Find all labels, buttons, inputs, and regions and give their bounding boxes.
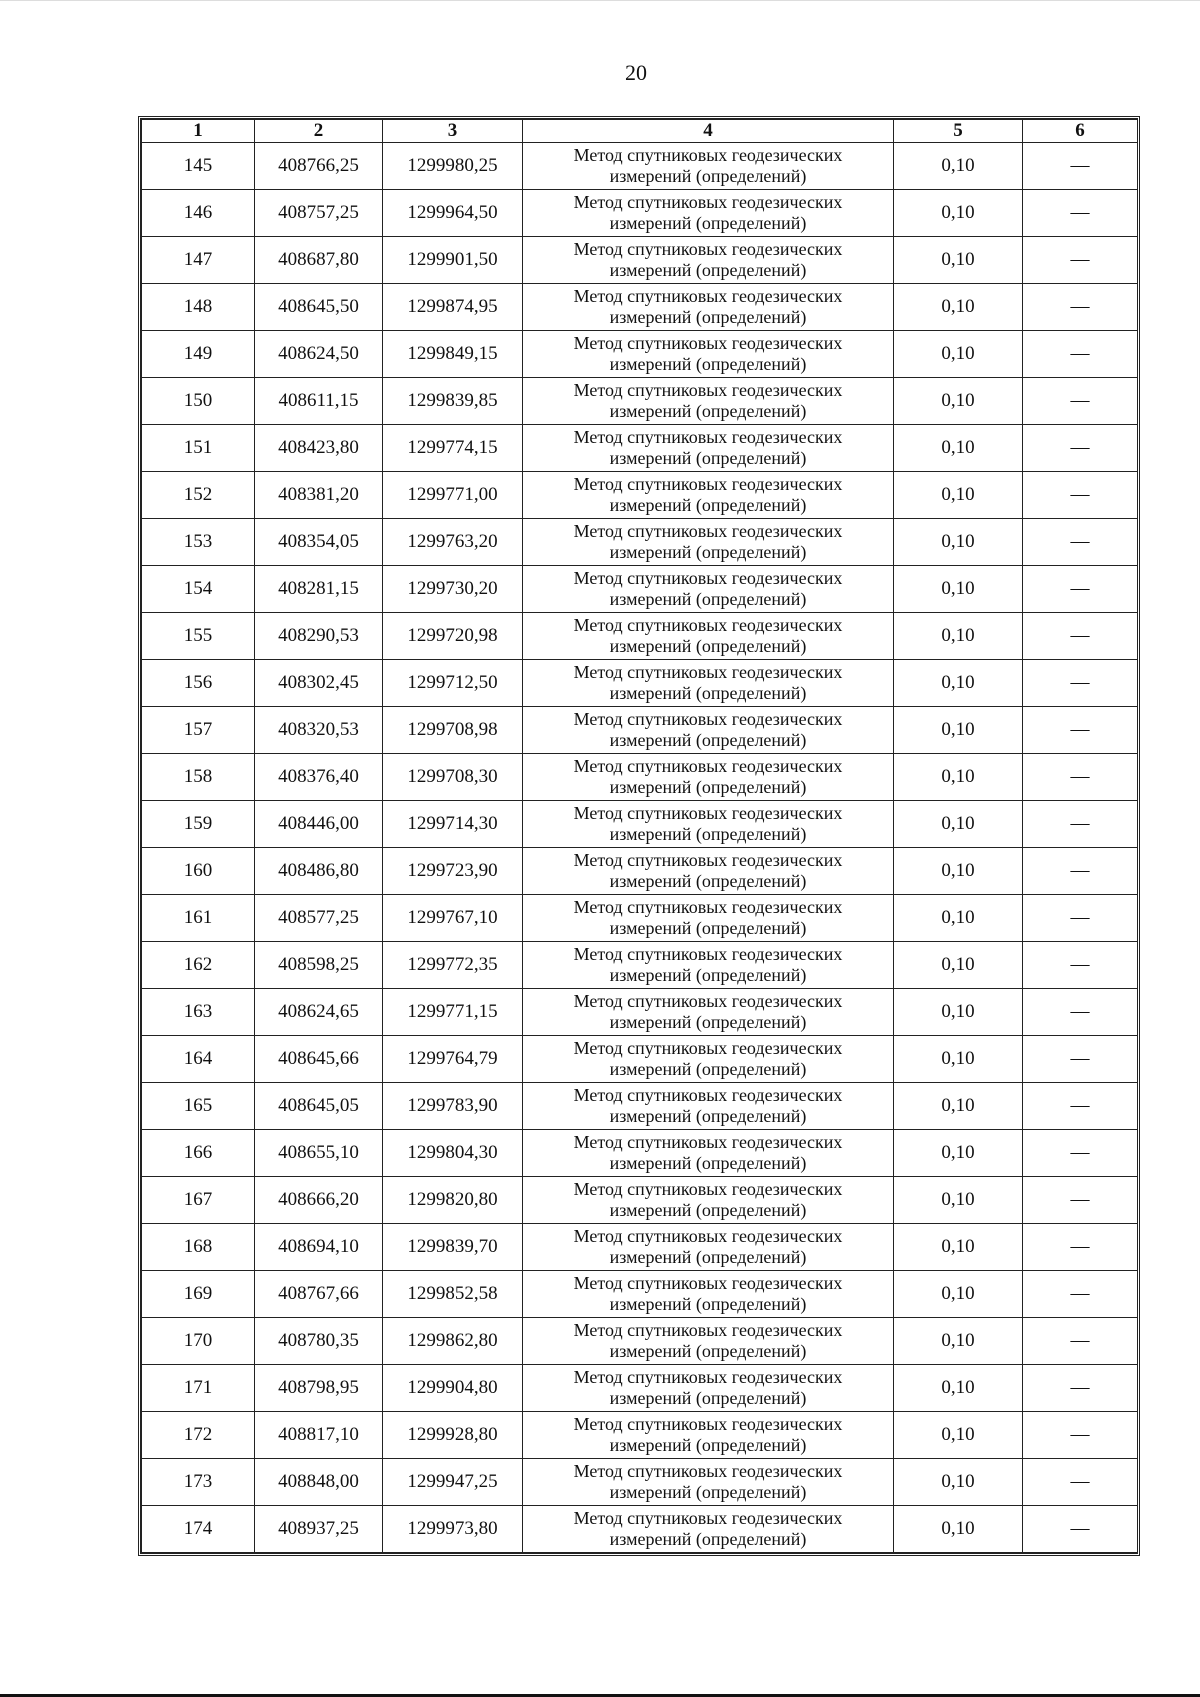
y-coordinate-cell: 1299901,50 [383, 237, 523, 284]
method-text-line: измерений (определений) [609, 777, 807, 797]
x-coordinate-cell: 408645,50 [255, 284, 383, 331]
y-coordinate-cell: 1299928,80 [383, 1412, 523, 1459]
method-text-line: измерений (определений) [609, 1200, 807, 1220]
x-coordinate-cell: 408645,66 [255, 1036, 383, 1083]
method-text-line: измерений (определений) [609, 260, 807, 280]
accuracy-cell: 0,10 [894, 331, 1023, 378]
method-cell [523, 801, 894, 848]
method-cell [523, 989, 894, 1036]
col6-cell: — [1023, 1130, 1138, 1177]
y-coordinate-cell: 1299772,35 [383, 942, 523, 989]
x-coordinate-cell: 408290,53 [255, 613, 383, 660]
table-row [142, 707, 1138, 754]
accuracy-cell: 0,10 [894, 660, 1023, 707]
method-cell [523, 707, 894, 754]
method-text-line: Метод спутниковых геодезических [573, 474, 843, 494]
point-number-cell: 153 [142, 519, 255, 566]
accuracy-cell: 0,10 [894, 707, 1023, 754]
method-text-line: Метод спутниковых геодезических [573, 1085, 843, 1105]
accuracy-cell: 0,10 [894, 754, 1023, 801]
col6-cell: — [1023, 895, 1138, 942]
accuracy-cell: 0,10 [894, 989, 1023, 1036]
accuracy-cell: 0,10 [894, 519, 1023, 566]
method-text-line: измерений (определений) [609, 1153, 807, 1173]
point-number-cell: 148 [142, 284, 255, 331]
method-text-line: измерений (определений) [609, 213, 807, 233]
accuracy-cell: 0,10 [894, 284, 1023, 331]
point-number-cell: 159 [142, 801, 255, 848]
method-text-line: измерений (определений) [609, 871, 807, 891]
header-cell: 4 [523, 120, 894, 143]
col6-cell: — [1023, 190, 1138, 237]
point-number-cell: 156 [142, 660, 255, 707]
method-cell [523, 1506, 894, 1553]
col6-cell: — [1023, 942, 1138, 989]
point-number-cell: 167 [142, 1177, 255, 1224]
col6-cell: — [1023, 1224, 1138, 1271]
accuracy-cell: 0,10 [894, 1177, 1023, 1224]
col6-cell: — [1023, 425, 1138, 472]
method-cell [523, 378, 894, 425]
accuracy-cell: 0,10 [894, 472, 1023, 519]
point-number-cell: 170 [142, 1318, 255, 1365]
method-text-line: измерений (определений) [609, 166, 807, 186]
method-text-line: Метод спутниковых геодезических [573, 192, 843, 212]
method-text-line: измерений (определений) [609, 589, 807, 609]
y-coordinate-cell: 1299904,80 [383, 1365, 523, 1412]
method-text-line: измерений (определений) [609, 1294, 807, 1314]
point-number-cell: 147 [142, 237, 255, 284]
method-text-line: Метод спутниковых геодезических [573, 1367, 843, 1387]
method-cell [523, 331, 894, 378]
header-cell: 1 [142, 120, 255, 143]
method-text-line: измерений (определений) [609, 1435, 807, 1455]
point-number-cell: 173 [142, 1459, 255, 1506]
method-text-line: измерений (определений) [609, 354, 807, 374]
method-cell [523, 237, 894, 284]
x-coordinate-cell: 408848,00 [255, 1459, 383, 1506]
col6-cell: — [1023, 1506, 1138, 1553]
accuracy-cell: 0,10 [894, 1365, 1023, 1412]
point-number-cell: 174 [142, 1506, 255, 1553]
method-text-line: Метод спутниковых геодезических [573, 286, 843, 306]
x-coordinate-cell: 408666,20 [255, 1177, 383, 1224]
y-coordinate-cell: 1299767,10 [383, 895, 523, 942]
col6-cell: — [1023, 1271, 1138, 1318]
table-row [142, 660, 1138, 707]
table-row [142, 1224, 1138, 1271]
y-coordinate-cell: 1299820,80 [383, 1177, 523, 1224]
x-coordinate-cell: 408757,25 [255, 190, 383, 237]
x-coordinate-cell: 408598,25 [255, 942, 383, 989]
method-text-line: Метод спутниковых геодезических [573, 568, 843, 588]
x-coordinate-cell: 408624,50 [255, 331, 383, 378]
x-coordinate-cell: 408376,40 [255, 754, 383, 801]
method-cell [523, 1036, 894, 1083]
col6-cell: — [1023, 1036, 1138, 1083]
method-text-line: Метод спутниковых геодезических [573, 991, 843, 1011]
table-row [142, 895, 1138, 942]
x-coordinate-cell: 408354,05 [255, 519, 383, 566]
accuracy-cell: 0,10 [894, 1130, 1023, 1177]
point-number-cell: 172 [142, 1412, 255, 1459]
method-text-line: измерений (определений) [609, 824, 807, 844]
table-row [142, 566, 1138, 613]
y-coordinate-cell: 1299839,70 [383, 1224, 523, 1271]
method-text-line: Метод спутниковых геодезических [573, 1320, 843, 1340]
table-row [142, 1036, 1138, 1083]
method-text-line: Метод спутниковых геодезических [573, 897, 843, 917]
x-coordinate-cell: 408780,35 [255, 1318, 383, 1365]
col6-cell: — [1023, 237, 1138, 284]
point-number-cell: 168 [142, 1224, 255, 1271]
accuracy-cell: 0,10 [894, 848, 1023, 895]
col6-cell: — [1023, 1459, 1138, 1506]
method-text-line: измерений (определений) [609, 965, 807, 985]
x-coordinate-cell: 408302,45 [255, 660, 383, 707]
accuracy-cell: 0,10 [894, 237, 1023, 284]
method-text-line: измерений (определений) [609, 307, 807, 327]
point-number-cell: 171 [142, 1365, 255, 1412]
x-coordinate-cell: 408423,80 [255, 425, 383, 472]
table-row [142, 942, 1138, 989]
table-row [142, 848, 1138, 895]
method-cell [523, 1412, 894, 1459]
y-coordinate-cell: 1299839,85 [383, 378, 523, 425]
header-cell: 5 [894, 120, 1023, 143]
col6-cell: — [1023, 1412, 1138, 1459]
col6-cell: — [1023, 378, 1138, 425]
x-coordinate-cell: 408645,05 [255, 1083, 383, 1130]
method-text-line: измерений (определений) [609, 1529, 807, 1549]
method-text-line: измерений (определений) [609, 1059, 807, 1079]
x-coordinate-cell: 408798,95 [255, 1365, 383, 1412]
x-coordinate-cell: 408281,15 [255, 566, 383, 613]
col6-cell: — [1023, 660, 1138, 707]
point-number-cell: 166 [142, 1130, 255, 1177]
point-number-cell: 155 [142, 613, 255, 660]
point-number-cell: 145 [142, 143, 255, 190]
y-coordinate-cell: 1299849,15 [383, 331, 523, 378]
y-coordinate-cell: 1299980,25 [383, 143, 523, 190]
point-number-cell: 163 [142, 989, 255, 1036]
x-coordinate-cell: 408694,10 [255, 1224, 383, 1271]
method-text-line: Метод спутниковых геодезических [573, 1414, 843, 1434]
method-cell [523, 895, 894, 942]
method-cell [523, 660, 894, 707]
method-cell [523, 848, 894, 895]
col6-cell: — [1023, 519, 1138, 566]
method-cell [523, 284, 894, 331]
page-top-edge [0, 0, 1200, 1]
method-text-line: Метод спутниковых геодезических [573, 1461, 843, 1481]
x-coordinate-cell: 408817,10 [255, 1412, 383, 1459]
col6-cell: — [1023, 566, 1138, 613]
header-cell: 2 [255, 120, 383, 143]
method-text-line: Метод спутниковых геодезических [573, 662, 843, 682]
y-coordinate-cell: 1299874,95 [383, 284, 523, 331]
y-coordinate-cell: 1299973,80 [383, 1506, 523, 1553]
method-text-line: Метод спутниковых геодезических [573, 1226, 843, 1246]
y-coordinate-cell: 1299774,15 [383, 425, 523, 472]
point-number-cell: 149 [142, 331, 255, 378]
table-row [142, 190, 1138, 237]
table-row [142, 425, 1138, 472]
x-coordinate-cell: 408446,00 [255, 801, 383, 848]
method-cell [523, 1459, 894, 1506]
x-coordinate-cell: 408766,25 [255, 143, 383, 190]
table-row [142, 1506, 1138, 1553]
method-text-line: Метод спутниковых геодезических [573, 239, 843, 259]
col6-cell: — [1023, 707, 1138, 754]
method-cell [523, 472, 894, 519]
point-number-cell: 162 [142, 942, 255, 989]
table-row [142, 378, 1138, 425]
col6-cell: — [1023, 848, 1138, 895]
accuracy-cell: 0,10 [894, 942, 1023, 989]
y-coordinate-cell: 1299730,20 [383, 566, 523, 613]
method-text-line: измерений (определений) [609, 1247, 807, 1267]
accuracy-cell: 0,10 [894, 1506, 1023, 1553]
point-number-cell: 150 [142, 378, 255, 425]
method-text-line: Метод спутниковых геодезических [573, 944, 843, 964]
method-text-line: Метод спутниковых геодезических [573, 615, 843, 635]
y-coordinate-cell: 1299723,90 [383, 848, 523, 895]
method-text-line: измерений (определений) [609, 1482, 807, 1502]
y-coordinate-cell: 1299862,80 [383, 1318, 523, 1365]
table-row [142, 1459, 1138, 1506]
accuracy-cell: 0,10 [894, 1318, 1023, 1365]
x-coordinate-cell: 408655,10 [255, 1130, 383, 1177]
method-text-line: Метод спутниковых геодезических [573, 850, 843, 870]
col6-cell: — [1023, 1083, 1138, 1130]
method-cell [523, 1083, 894, 1130]
table-row [142, 284, 1138, 331]
col6-cell: — [1023, 1318, 1138, 1365]
coordinates-table [138, 116, 1140, 1556]
point-number-cell: 161 [142, 895, 255, 942]
accuracy-cell: 0,10 [894, 1271, 1023, 1318]
accuracy-cell: 0,10 [894, 1083, 1023, 1130]
accuracy-cell: 0,10 [894, 190, 1023, 237]
accuracy-cell: 0,10 [894, 143, 1023, 190]
method-cell [523, 942, 894, 989]
col6-cell: — [1023, 284, 1138, 331]
point-number-cell: 146 [142, 190, 255, 237]
method-text-line: измерений (определений) [609, 401, 807, 421]
col6-cell: — [1023, 754, 1138, 801]
accuracy-cell: 0,10 [894, 378, 1023, 425]
method-cell [523, 613, 894, 660]
method-text-line: измерений (определений) [609, 730, 807, 750]
method-text-line: Метод спутниковых геодезических [573, 333, 843, 353]
method-text-line: измерений (определений) [609, 918, 807, 938]
method-text-line: Метод спутниковых геодезических [573, 756, 843, 776]
table-row [142, 754, 1138, 801]
point-number-cell: 158 [142, 754, 255, 801]
x-coordinate-cell: 408767,66 [255, 1271, 383, 1318]
method-cell [523, 190, 894, 237]
method-cell [523, 1177, 894, 1224]
y-coordinate-cell: 1299764,79 [383, 1036, 523, 1083]
y-coordinate-cell: 1299947,25 [383, 1459, 523, 1506]
method-text-line: Метод спутниковых геодезических [573, 1038, 843, 1058]
table-row [142, 1083, 1138, 1130]
y-coordinate-cell: 1299783,90 [383, 1083, 523, 1130]
method-text-line: измерений (определений) [609, 683, 807, 703]
y-coordinate-cell: 1299708,30 [383, 754, 523, 801]
x-coordinate-cell: 408381,20 [255, 472, 383, 519]
y-coordinate-cell: 1299712,50 [383, 660, 523, 707]
point-number-cell: 152 [142, 472, 255, 519]
method-text-line: измерений (определений) [609, 1388, 807, 1408]
method-text-line: измерений (определений) [609, 542, 807, 562]
method-text-line: измерений (определений) [609, 636, 807, 656]
accuracy-cell: 0,10 [894, 1412, 1023, 1459]
point-number-cell: 169 [142, 1271, 255, 1318]
page-number: 20 [625, 60, 647, 85]
point-number-cell: 157 [142, 707, 255, 754]
table-row [142, 989, 1138, 1036]
col6-cell: — [1023, 331, 1138, 378]
col6-cell: — [1023, 989, 1138, 1036]
point-number-cell: 160 [142, 848, 255, 895]
x-coordinate-cell: 408624,65 [255, 989, 383, 1036]
table-row [142, 1318, 1138, 1365]
method-text-line: измерений (определений) [609, 1106, 807, 1126]
y-coordinate-cell: 1299852,58 [383, 1271, 523, 1318]
point-number-cell: 154 [142, 566, 255, 613]
table-row [142, 143, 1138, 190]
y-coordinate-cell: 1299964,50 [383, 190, 523, 237]
method-cell [523, 425, 894, 472]
method-cell [523, 1224, 894, 1271]
col6-cell: — [1023, 801, 1138, 848]
x-coordinate-cell: 408687,80 [255, 237, 383, 284]
x-coordinate-cell: 408486,80 [255, 848, 383, 895]
table-row [142, 237, 1138, 284]
y-coordinate-cell: 1299804,30 [383, 1130, 523, 1177]
method-cell [523, 1130, 894, 1177]
method-text-line: Метод спутниковых геодезических [573, 380, 843, 400]
method-text-line: Метод спутниковых геодезических [573, 709, 843, 729]
method-cell [523, 1271, 894, 1318]
accuracy-cell: 0,10 [894, 1036, 1023, 1083]
col6-cell: — [1023, 143, 1138, 190]
y-coordinate-cell: 1299763,20 [383, 519, 523, 566]
table-row [142, 801, 1138, 848]
method-text-line: измерений (определений) [609, 495, 807, 515]
x-coordinate-cell: 408320,53 [255, 707, 383, 754]
method-text-line: Метод спутниковых геодезических [573, 1273, 843, 1293]
y-coordinate-cell: 1299708,98 [383, 707, 523, 754]
table-row [142, 1130, 1138, 1177]
accuracy-cell: 0,10 [894, 613, 1023, 660]
method-text-line: Метод спутниковых геодезических [573, 1508, 843, 1528]
point-number-cell: 164 [142, 1036, 255, 1083]
method-text-line: Метод спутниковых геодезических [573, 145, 843, 165]
table-row [142, 519, 1138, 566]
method-text-line: Метод спутниковых геодезических [573, 1132, 843, 1152]
accuracy-cell: 0,10 [894, 425, 1023, 472]
method-cell [523, 566, 894, 613]
table-row [142, 472, 1138, 519]
method-text-line: измерений (определений) [609, 1341, 807, 1361]
accuracy-cell: 0,10 [894, 1224, 1023, 1271]
method-text-line: Метод спутниковых геодезических [573, 521, 843, 541]
point-number-cell: 165 [142, 1083, 255, 1130]
y-coordinate-cell: 1299771,00 [383, 472, 523, 519]
table-row [142, 331, 1138, 378]
header-cell: 6 [1023, 120, 1138, 143]
method-text-line: Метод спутниковых геодезических [573, 803, 843, 823]
col6-cell: — [1023, 613, 1138, 660]
x-coordinate-cell: 408577,25 [255, 895, 383, 942]
table-row [142, 1177, 1138, 1224]
method-cell [523, 519, 894, 566]
header-cell: 3 [383, 120, 523, 143]
table-row [142, 1365, 1138, 1412]
point-number-cell: 151 [142, 425, 255, 472]
method-cell [523, 1365, 894, 1412]
y-coordinate-cell: 1299720,98 [383, 613, 523, 660]
x-coordinate-cell: 408611,15 [255, 378, 383, 425]
accuracy-cell: 0,10 [894, 1459, 1023, 1506]
col6-cell: — [1023, 1177, 1138, 1224]
method-text-line: Метод спутниковых геодезических [573, 1179, 843, 1199]
method-cell [523, 1318, 894, 1365]
method-text-line: измерений (определений) [609, 448, 807, 468]
method-cell [523, 143, 894, 190]
method-text-line: Метод спутниковых геодезических [573, 427, 843, 447]
table-row [142, 613, 1138, 660]
table-body [142, 143, 1138, 1553]
accuracy-cell: 0,10 [894, 566, 1023, 613]
x-coordinate-cell: 408937,25 [255, 1506, 383, 1553]
method-cell [523, 754, 894, 801]
table-row [142, 1412, 1138, 1459]
col6-cell: — [1023, 472, 1138, 519]
table-row [142, 1271, 1138, 1318]
y-coordinate-cell: 1299771,15 [383, 989, 523, 1036]
accuracy-cell: 0,10 [894, 801, 1023, 848]
method-text-line: измерений (определений) [609, 1012, 807, 1032]
table-header-row [142, 120, 1138, 143]
accuracy-cell: 0,10 [894, 895, 1023, 942]
y-coordinate-cell: 1299714,30 [383, 801, 523, 848]
col6-cell: — [1023, 1365, 1138, 1412]
